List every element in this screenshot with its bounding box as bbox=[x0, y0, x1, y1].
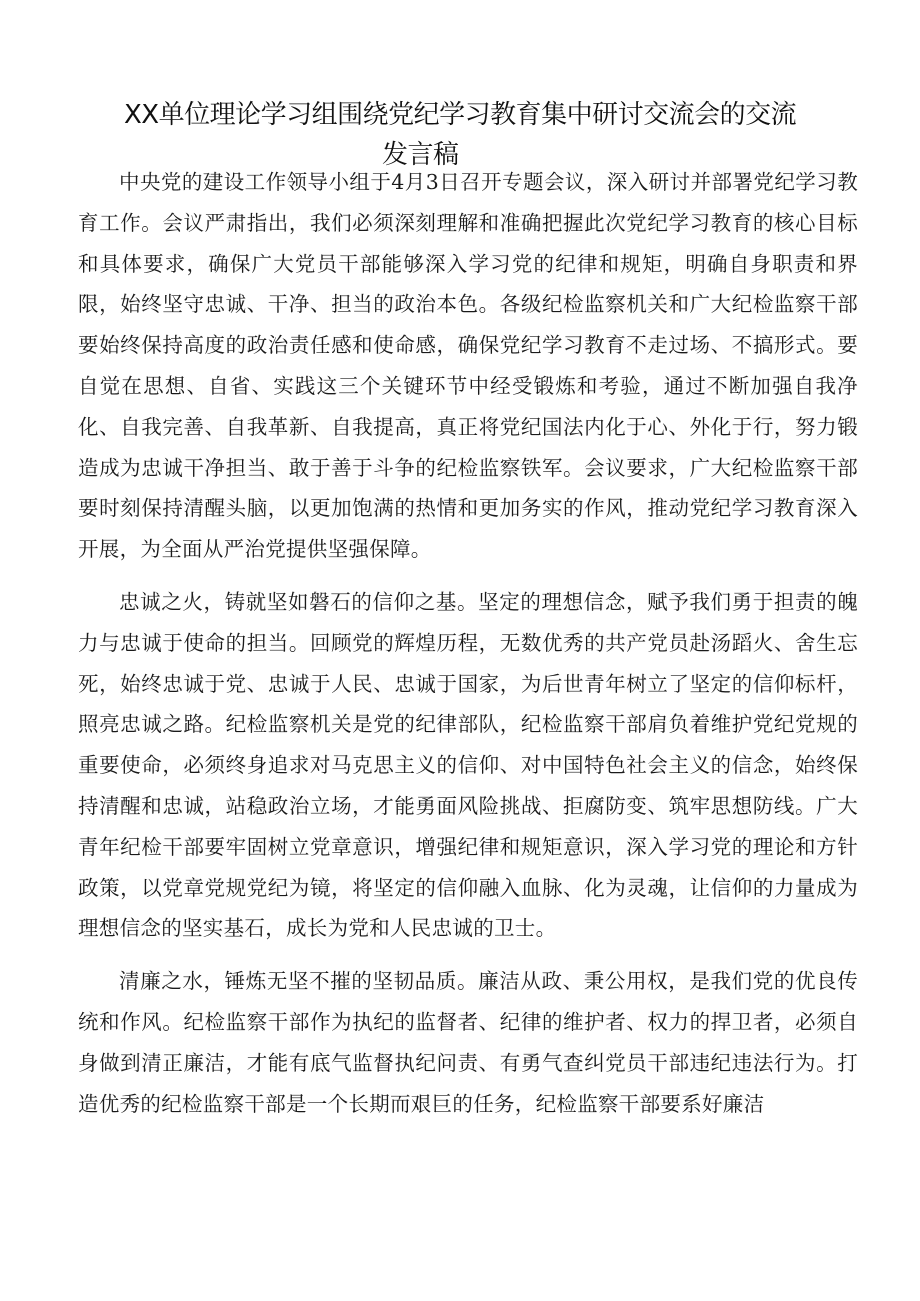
document-body bbox=[78, 162, 858, 1124]
document-title-line-2: 发言稿 bbox=[382, 140, 459, 170]
paragraph-2: 忠诚之火，铸就坚如磐石的信仰之基。坚定的理想信念，赋予我们勇于担责的魄力与忠诚于使命的担当。回顾党的辉煌历程，无数优秀的共产党员赴汤蹈火、舍生忘死，始终忠诚于党、忠诚于人民、忠诚于国家，为后世青年树立了坚定的信仰标杆，照亮忠诚之路。纪检监察机关是党的纪律部队，纪检监察干部肩负着维护党纪党规的重要使命，必须终身追求对马克思主义的信仰、对中国特色社会主义的信念，始终保持清醒和忠诚，站稳政治立场，才能勇面风险挑战、拒腐防变、筑牢思想防线。广大青年纪检干部要牢固树立党章意识，增强纪律和规矩意识，深入学习党的理论和方针政策，以党章党规党纪为镜，将坚定的信仰融入血脉、化为灵魂，让信仰的力量成为理想信念的坚实基石，成长为党和人民忠诚的卫士。 bbox=[78, 589, 858, 941]
document-title-line-1: XX单位理论学习组围绕党纪学习教育集中研讨交流会的交流 bbox=[124, 100, 797, 130]
paragraph-3: 清廉之水，锤炼无坚不摧的坚韧品质。廉洁从政、秉公用权，是我们党的优良传统和作风。纪检监察干部作为执纪的监督者、纪律的维护者、权力的捍卫者，必须自身做到清正廉洁，才能有底气监督执纪问责、有勇气查纠党员干部违纪违法行为。打造优秀的纪检监察干部是一个长期而艰巨的任务，纪检监察干部要系好廉洁 bbox=[78, 969, 858, 1116]
paragraph-1: 中央党的建设工作领导小组于4月3日召开专题会议，深入研讨并部署党纪学习教育工作。会议严肃指出，我们必须深刻理解和准确把握此次党纪学习教育的核心目标和具体要求，确保广大党员干部能够深入学习党的纪律和规矩，明确自身职责和界限，始终坚守忠诚、干净、担当的政治本色。各级纪检监察机关和广大纪检监察干部要始终保持高度的政治责任感和使命感，确保党纪学习教育不走过场、不搞形式。要自觉在思想、自省、实践这三个关键环节中经受锻炼和考验，通过不断加强自我净化、自我完善、自我革新、自我提高，真正将党纪国法内化于心、外化于行，努力锻造成为忠诚干净担当、敢于善于斗争的纪检监察铁军。会议要求，广大纪检监察干部要时刻保持清醒头脑，以更加饱满的热情和更加务实的作风，推动党纪学习教育深入开展，为全面从严治党提供坚强保障。 bbox=[78, 170, 858, 562]
